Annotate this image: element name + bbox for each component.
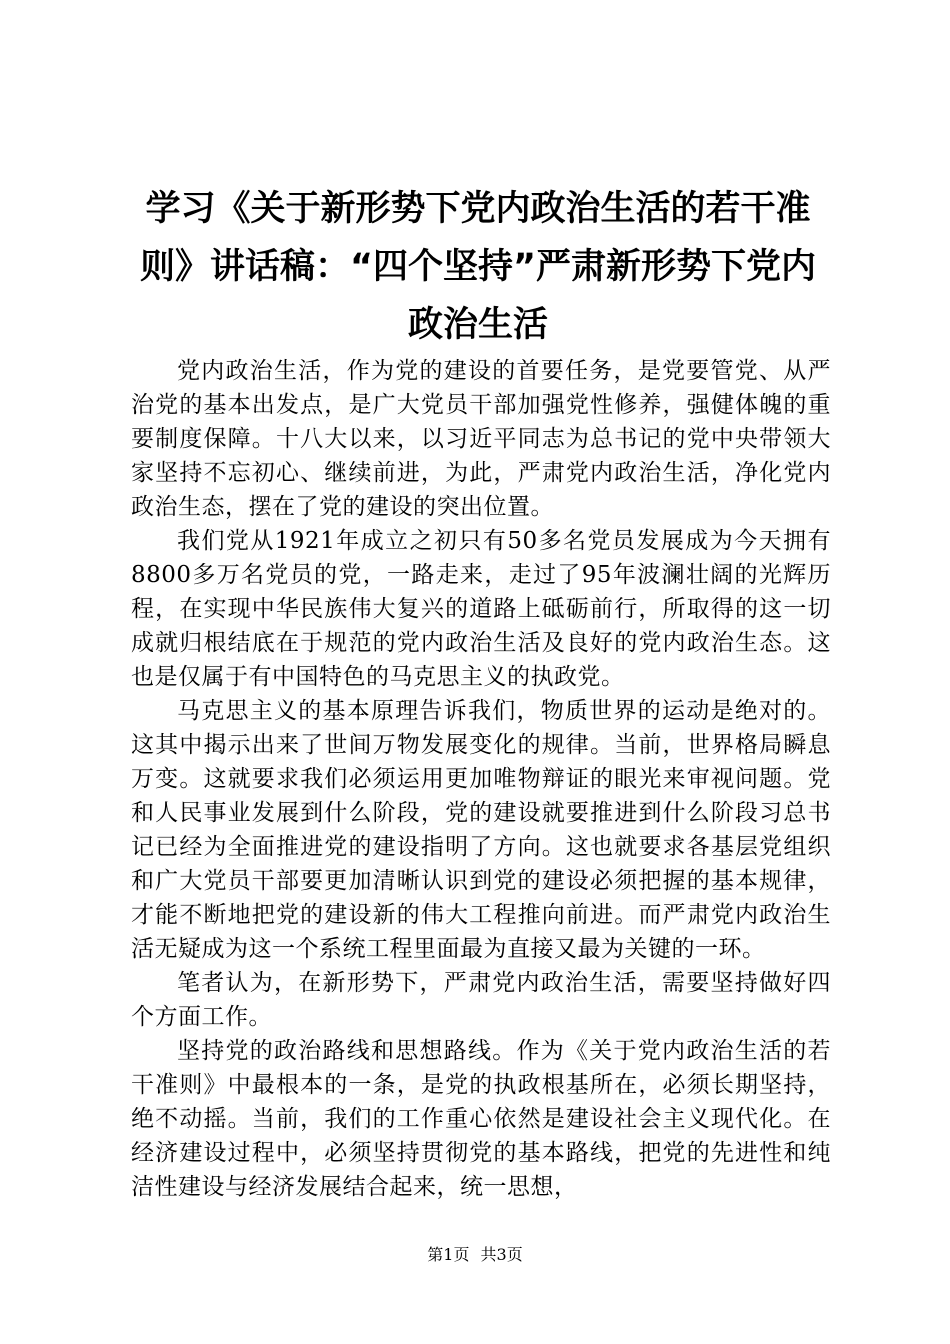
paragraph: 坚持党的政治路线和思想路线。作为《关于党内政治生活的若干准则》中最根本的一条，是党的执政根基所在，必须长期坚持，绝不动摇。当前，我们的工作重心依然是建设社会主义现代化。在经济建设过程中，必须坚持贯彻党的基本路线，把党的先进性和纯洁性建设与经济发展结合起来，统一思想，: [131, 1038, 831, 1200]
document-title: [128, 180, 828, 354]
title-line: 政治生活: [407, 305, 548, 345]
paragraph: 马克思主义的基本原理告诉我们，物质世界的运动是绝对的。这其中揭示出来了世间万物发展变化的规律。当前，世界格局瞬息万变。这就要求我们必须运用更加唯物辩证的眼光来审视问题。党和人民事业发展到什么阶段，党的建设就要推进到什么阶段习总书记已经为全面推进党的建设指明了方向。这也就要求各基层党组织和广大党员干部要更加清晰认识到党的建设必须把握的基本规律，才能不断地把党的建设新的伟大工程推向前进。而严肃党内政治生活无疑成为这一个系统工程里面最为直接又最为关键的一环。: [131, 698, 831, 962]
paragraph: 党内政治生活，作为党的建设的首要任务，是党要管党、从严治党的基本出发点，是广大党员干部加强党性修养，强健体魄的重要制度保障。十八大以来，以习近平同志为总书记的党中央带领大家坚持不忘初心、继续前进，为此，严肃党内政治生活，净化党内政治生态，摆在了党的建设的突出位置。: [131, 358, 831, 520]
title-line: 学习《关于新形势下党内政治生活的若干准: [145, 189, 811, 229]
title-line: 则》讲话稿：“四个坚持”严肃新形势下党内: [139, 247, 816, 287]
paragraph: 笔者认为，在新形势下，严肃党内政治生活，需要坚持做好四个方面工作。: [131, 970, 831, 1030]
page-footer: [0, 1244, 950, 1266]
page-total: 共3页: [480, 1245, 523, 1264]
paragraph: 我们党从1921年成立之初只有50多名党员发展成为今天拥有8800多万名党员的党，一路走来，走过了95年波澜壮阔的光辉历程，在实现中华民族伟大复兴的道路上砥砺前行，所取得的这一切成就归根结底在于规范的党内政治生活及良好的党内政治生态。这也是仅属于有中国特色的马克思主义的执政党。: [131, 528, 831, 690]
document-body: [131, 354, 831, 1204]
page-number: 第1页: [427, 1245, 470, 1264]
